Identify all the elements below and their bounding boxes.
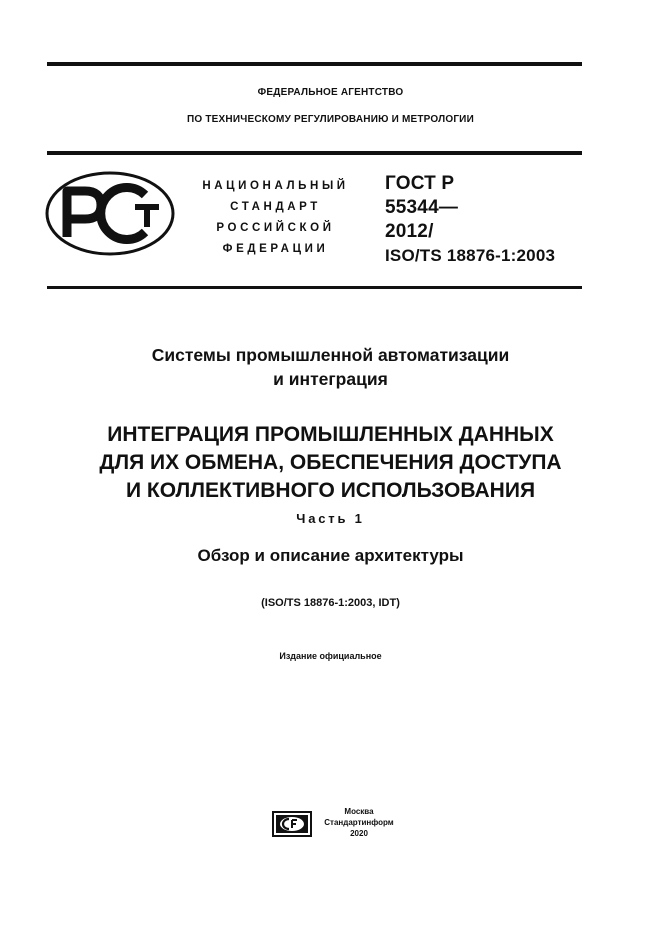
imprint-publisher: Стандартинформ [324,818,394,827]
part-subtitle: Обзор и описание архитектуры [197,546,464,565]
edition-note: Издание официальное [279,651,382,661]
agency-name-line-2: ПО ТЕХНИЧЕСКОМУ РЕГУЛИРОВАНИЮ И МЕТРОЛОГИИ [187,114,474,125]
designation-line: ISO/TS 18876-1:2003 [385,246,556,265]
gost-r-emblem-icon [45,171,175,256]
imprint-city: Москва [344,807,374,816]
main-title-line: ИНТЕГРАЦИЯ ПРОМЫШЛЕННЫХ ДАННЫХ [107,423,554,446]
standartinform-logo-icon [272,811,312,837]
national-standard-line: ФЕДЕРАЦИИ [222,243,329,255]
designation-line: 2012/ [385,221,434,242]
imprint [318,806,400,839]
series-title-line: Системы промышленной автоматизации [151,345,510,365]
series-title [0,343,661,391]
imprint-year: 2020 [350,829,368,838]
main-title [0,421,661,505]
top-rule [47,62,582,66]
national-standard-line: СТАНДАРТ [230,201,321,213]
main-title-line: ДЛЯ ИХ ОБМЕНА, ОБЕСПЕЧЕНИЯ ДОСТУПА [99,451,562,474]
bottom-rule [47,286,582,289]
main-title-line: И КОЛЛЕКТИВНОГО ИСПОЛЬЗОВАНИЯ [125,479,536,502]
designation-line: 55344— [385,197,459,218]
part-number: Часть 1 [296,511,365,526]
national-standard-line: РОССИЙСКОЙ [216,222,335,234]
national-standard-label [188,176,363,260]
idt-reference: (ISO/TS 18876-1:2003, IDT) [261,597,400,609]
series-title-line: и интеграция [273,369,388,389]
agency-name-line-1: ФЕДЕРАЛЬНОЕ АГЕНТСТВО [257,87,404,98]
middle-rule [47,151,582,155]
national-standard-line: НАЦИОНАЛЬНЫЙ [202,180,349,192]
standard-designation [385,172,555,268]
designation-line: ГОСТ Р [385,173,455,194]
